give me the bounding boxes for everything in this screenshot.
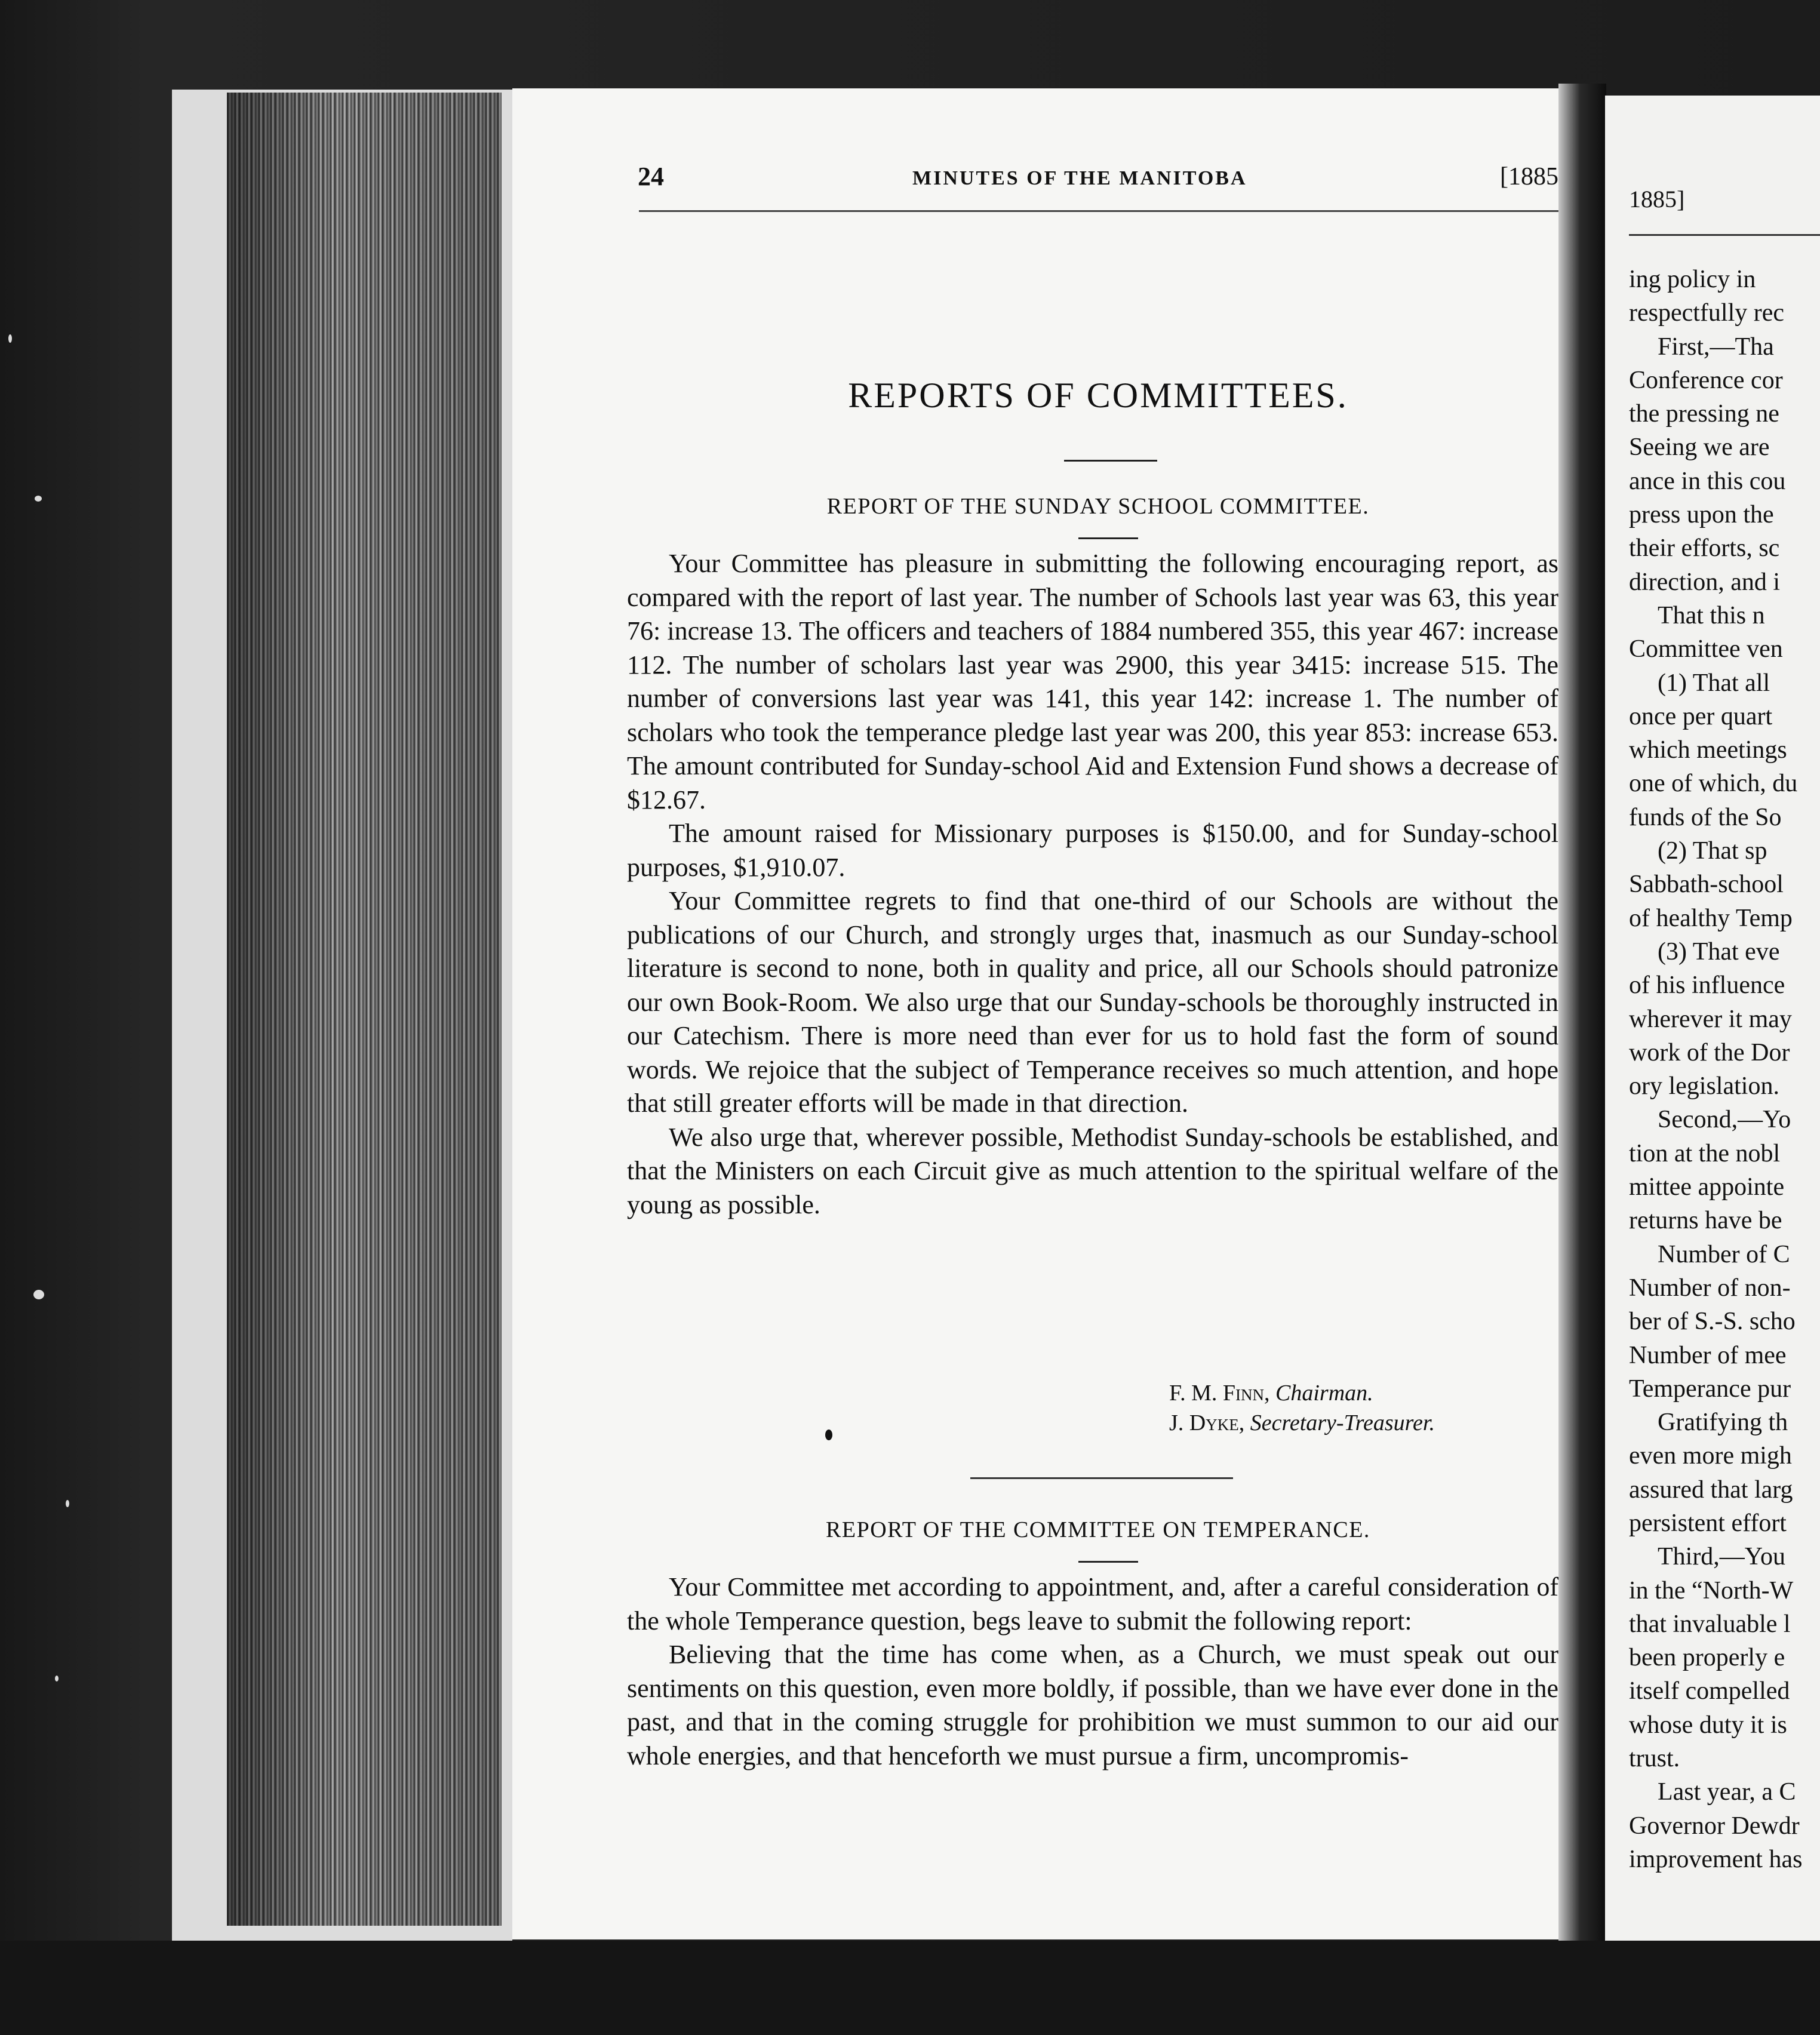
right-page-line: Last year, a C bbox=[1658, 1778, 1796, 1806]
right-page-line: itself compelled bbox=[1629, 1677, 1790, 1705]
signature-role: Chairman. bbox=[1275, 1381, 1373, 1406]
section-divider bbox=[970, 1477, 1233, 1479]
right-page-line: trust. bbox=[1629, 1745, 1680, 1773]
right-page-year: 1885] bbox=[1629, 186, 1685, 213]
right-page-line: (3) That eve bbox=[1658, 937, 1780, 966]
right-page-line: Temperance pur bbox=[1629, 1375, 1791, 1403]
dust-speck bbox=[8, 334, 12, 343]
right-page-rule bbox=[1629, 234, 1820, 236]
right-page-line: Third,—You bbox=[1658, 1543, 1785, 1571]
page-number: 24 bbox=[638, 162, 664, 191]
right-page-line: Gratifying th bbox=[1658, 1409, 1788, 1437]
right-page-line: of healthy Temp bbox=[1629, 904, 1793, 932]
right-page-line: direction, and i bbox=[1629, 568, 1781, 596]
right-page bbox=[1605, 96, 1820, 1941]
signature-secretary bbox=[1169, 1408, 1435, 1438]
temperance-heading-rule bbox=[1078, 1561, 1138, 1563]
right-page-line: respectfully rec bbox=[1629, 299, 1785, 327]
right-page-line: (2) That sp bbox=[1658, 837, 1767, 865]
sunday-school-report bbox=[627, 547, 1558, 1222]
right-page-line: Number of C bbox=[1658, 1240, 1790, 1268]
header-rule bbox=[639, 210, 1558, 212]
title-rule bbox=[1064, 460, 1157, 462]
right-page-line: whose duty it is bbox=[1629, 1711, 1787, 1739]
right-page-line: improvement has bbox=[1629, 1845, 1803, 1873]
right-page-line: tion at the nobl bbox=[1629, 1139, 1781, 1167]
ink-mark bbox=[825, 1430, 832, 1440]
signature-name: J. Dyke, bbox=[1169, 1410, 1245, 1435]
book-gutter bbox=[1558, 84, 1606, 1941]
paragraph: Your Committee met according to appointment, and, after a careful consideration of the whole Temperance question, begs leave to submit the following report: bbox=[627, 1572, 1558, 1636]
running-head-year: [1885 bbox=[1500, 163, 1558, 190]
right-page-line: Sabbath-school bbox=[1629, 871, 1784, 899]
paragraph: Believing that the time has come when, as a Church, we must speak out our sentiments on this question, even more boldly, if possible, than we have ever done in the past, and that in the coming struggle for prohibition we must summon to our aid our whole energies, and that henceforth we must pursue a firm, uncompromis- bbox=[627, 1640, 1558, 1770]
right-page-line: one of which, du bbox=[1629, 770, 1798, 798]
right-page-line: Conference cor bbox=[1629, 366, 1783, 394]
right-page-line: ance in this cou bbox=[1629, 467, 1786, 495]
running-head bbox=[638, 161, 1558, 203]
temperance-report bbox=[627, 1570, 1558, 1773]
paragraph: Your Committee regrets to find that one-third of our Schools are without the publications of our Church, and strongly urges that, inasmuch as our Sunday-school literature is second to none, both in quality and price, all our Schools should patronize our own Book-Room. We also urge that our Sunday-schools be thoroughly instructed in our Catechism. There is more need than ever for us to hold fast the form of sound words. We rejoice that the subject of Temperance receives so much attention, and hope that still greater efforts will be made in that direction. bbox=[627, 886, 1558, 1118]
paragraph: The amount raised for Missionary purposes is $150.00, and for Sunday-school purposes, $1,910.07. bbox=[627, 819, 1558, 882]
right-page-line: First,—Tha bbox=[1658, 333, 1774, 361]
signature-chairman bbox=[1169, 1378, 1435, 1408]
right-page-line: ing policy in bbox=[1629, 266, 1756, 293]
running-head-title: MINUTES OF THE MANITOBA bbox=[912, 167, 1247, 189]
dust-speck bbox=[55, 1676, 59, 1682]
right-page-line: that invaluable l bbox=[1629, 1610, 1791, 1638]
right-page-line: their efforts, sc bbox=[1629, 534, 1780, 562]
right-page-line: been properly e bbox=[1629, 1644, 1785, 1672]
right-page-line: Number of mee bbox=[1629, 1341, 1787, 1369]
paragraph: We also urge that, wherever possible, Methodist Sunday-schools be established, and that the Ministers on each Circuit give as much attention to the spiritual welfare of the young as possible. bbox=[627, 1122, 1558, 1219]
right-page-line: returns have be bbox=[1629, 1207, 1782, 1235]
right-page-line: Committee ven bbox=[1629, 635, 1783, 663]
right-page-line: which meetings bbox=[1629, 736, 1787, 764]
right-page-line: of his influence bbox=[1629, 972, 1785, 1000]
dust-speck bbox=[35, 496, 42, 502]
right-page-line: That this n bbox=[1658, 601, 1765, 629]
right-page-line: Number of non- bbox=[1629, 1274, 1791, 1302]
temperance-heading: REPORT OF THE COMMITTEE ON TEMPERANCE. bbox=[826, 1517, 1370, 1542]
right-page-line: wherever it may bbox=[1629, 1005, 1792, 1033]
signatures bbox=[1169, 1378, 1435, 1438]
sunday-school-heading-rule bbox=[1078, 537, 1138, 539]
right-page-line: funds of the So bbox=[1629, 803, 1782, 831]
dust-speck bbox=[33, 1290, 44, 1299]
page-title: REPORTS OF COMMITTEES. bbox=[848, 376, 1348, 415]
signature-name: F. M. Finn, bbox=[1169, 1381, 1270, 1406]
right-page-line: ory legislation. bbox=[1629, 1072, 1779, 1101]
bottom-shadow bbox=[0, 1941, 1820, 2035]
paragraph: Your Committee has pleasure in submitting the following encouraging report, as compared with the report of last year. The number of Schools last year was 63, this year 76: increase 13. The officers and teachers of 1884 numbered 355, this year 467: increase 112. The number of scholars last year was 2900, this year 3415: increase 515. The number of conversions last year was 141, this year 142: increase 1. The number of scholars who took the temperance pledge last year was 200, this year 853: increase 653. The amount contributed for Sunday-school Aid and Extension Fund shows a decrease of $12.67. bbox=[627, 549, 1558, 814]
right-page-line: Second,—Yo bbox=[1658, 1106, 1791, 1134]
right-page-line: assured that larg bbox=[1629, 1475, 1793, 1504]
right-page-line: Governor Dewdr bbox=[1629, 1812, 1800, 1840]
signature-role: Secretary-Treasurer. bbox=[1250, 1410, 1435, 1435]
right-page-line: press upon the bbox=[1629, 501, 1774, 529]
right-page-line: mittee appointe bbox=[1629, 1173, 1785, 1201]
right-page-line: even more migh bbox=[1629, 1442, 1792, 1470]
sunday-school-heading: REPORT OF THE SUNDAY SCHOOL COMMITTEE. bbox=[826, 494, 1370, 519]
right-page-line: ber of S.-S. scho bbox=[1629, 1308, 1796, 1336]
right-page-text bbox=[1629, 263, 1820, 1876]
right-page-line: (1) That all bbox=[1658, 669, 1770, 697]
right-page-line: once per quart bbox=[1629, 702, 1773, 730]
dust-speck bbox=[66, 1500, 69, 1507]
right-page-line: work of the Dor bbox=[1629, 1038, 1790, 1066]
right-page-line: in the “North-W bbox=[1629, 1576, 1794, 1604]
right-page-line: Seeing we are bbox=[1629, 434, 1770, 462]
page-stack-shade bbox=[227, 93, 502, 1926]
right-page-line: the pressing ne bbox=[1629, 400, 1779, 428]
right-page-line: persistent effort bbox=[1629, 1509, 1787, 1537]
